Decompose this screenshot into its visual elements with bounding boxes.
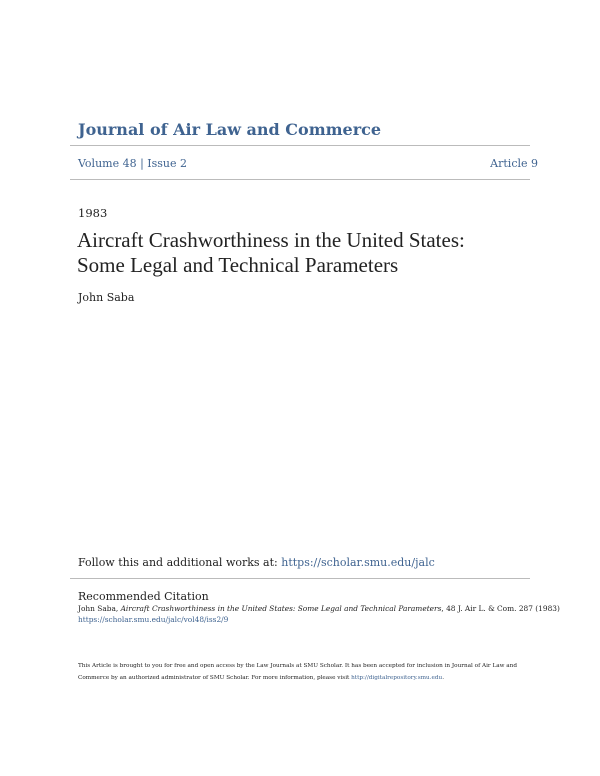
follow-link[interactable]: https://scholar.smu.edu/jalc (281, 556, 435, 569)
follow-line (78, 556, 435, 569)
citation-link[interactable]: https://scholar.smu.edu/jalc/vol48/iss2/9 (78, 615, 229, 624)
follow-text: Follow this and additional works at: (78, 556, 282, 569)
volume-issue (78, 157, 187, 170)
footer-notice (78, 660, 538, 684)
article-number-link[interactable]: Article 9 (490, 157, 538, 170)
citation-author: John Saba, (78, 604, 121, 613)
separator: | (136, 157, 148, 170)
citation-title: Aircraft Crashworthiness in the United States: Some Legal and Technical Parameters (120, 604, 442, 613)
citation-source: , 48 J. Air L. & Com. 287 (1983) (441, 604, 560, 613)
citation-heading: Recommended Citation (78, 590, 209, 603)
divider (70, 578, 530, 579)
title-line-1: Aircraft Crashworthiness in the United States: (77, 228, 465, 252)
issue-link[interactable]: Issue 2 (147, 157, 188, 170)
footer-end: . (442, 675, 445, 681)
volume-link[interactable]: Volume 48 (78, 157, 137, 170)
article-title (77, 228, 465, 278)
citation (78, 603, 560, 625)
footer-text: This Article is brought to you for free and open access by the Law Journals at SMU Scholar. It has been accepted for inclusion in Journal of Air Law and Commerce by an authorized administrator of SMU Scholar. For more information, please visit (78, 663, 517, 681)
publication-year: 1983 (78, 206, 108, 220)
divider (70, 179, 530, 180)
author: John Saba (78, 291, 135, 304)
divider (70, 145, 530, 146)
footer-link[interactable]: http://digitalrepository.smu.edu (351, 675, 443, 681)
journal-title[interactable]: Journal of Air Law and Commerce (78, 120, 382, 139)
title-line-2: Some Legal and Technical Parameters (77, 253, 399, 277)
